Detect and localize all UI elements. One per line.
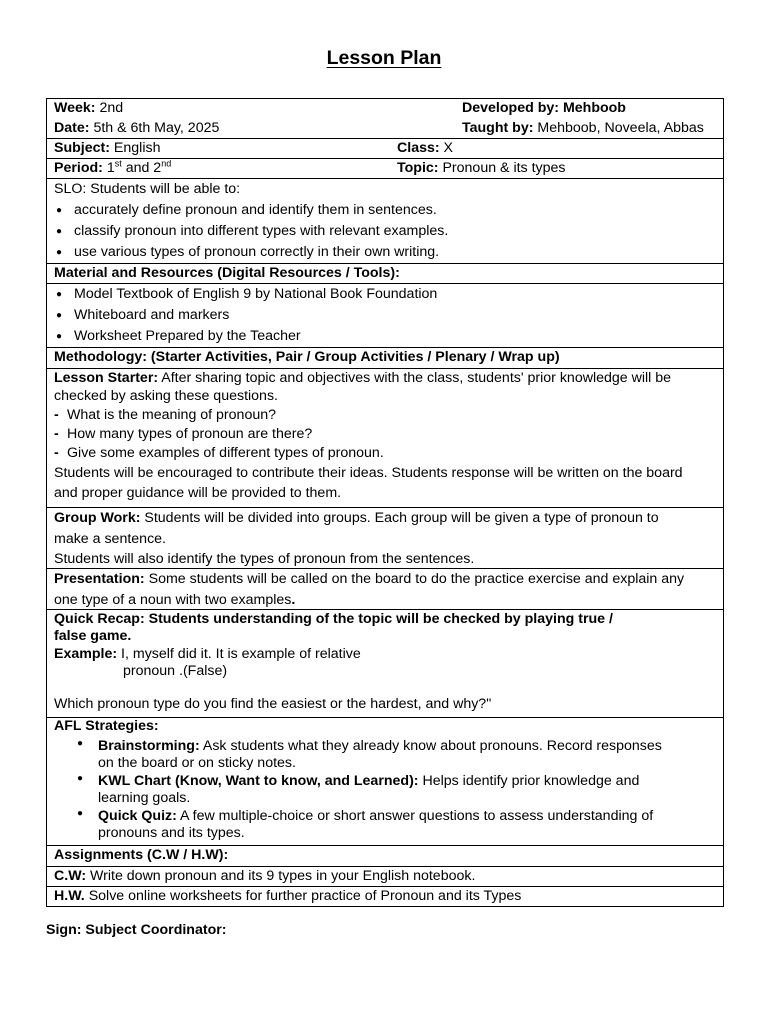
recap-example: Example: I, myself did it. It is example of relative (54, 645, 361, 662)
taught-by-field: Taught by: Mehboob, Noveela, Abbas (462, 120, 704, 136)
recap-line: false game. (54, 628, 132, 644)
sign-subject-coordinator: Sign: Subject Coordinator: (46, 922, 227, 938)
starter-question: - What is the meaning of pronoun? (47, 406, 723, 425)
materials-heading: Material and Resources (Digital Resources / Tools): (46, 264, 724, 284)
group-work-line: make a sentence. (54, 530, 166, 547)
group-work-section (46, 508, 724, 569)
starter-question: - How many types of pronoun are there? (47, 425, 723, 444)
class-field: Class: X (397, 140, 454, 156)
afl-item: ● Quick Quiz: A few multiple-choice or short answer questions to assess understanding of pronouns and its types. (47, 808, 723, 843)
developed-by-field: Developed by: Mehboob (462, 100, 626, 116)
recap-question: Which pronoun type do you find the easiest or the hardest, and why?" (54, 696, 492, 712)
week-date-section (46, 98, 724, 139)
classwork-row (46, 867, 724, 887)
starter-line: and proper guidance will be provided to them. (54, 485, 342, 501)
lesson-starter-section (46, 369, 724, 508)
slo-section (46, 179, 724, 264)
page-title: Lesson Plan (326, 47, 442, 69)
week-field: Week: 2nd (54, 100, 124, 116)
homework-row (46, 887, 724, 907)
afl-item: ● Brainstorming: Ask students what they already know about pronouns. Record responses on the board or on sticky notes. (47, 738, 723, 773)
topic-field: Topic: Pronoun & its types (397, 160, 566, 176)
assignments-heading: Assignments (C.W / H.W): (46, 846, 724, 867)
afl-section (46, 718, 724, 846)
material-item: ● Whiteboard and markers (47, 305, 723, 326)
slo-item: ● accurately define pronoun and identify them in sentences. (47, 200, 723, 221)
group-work-line: Group Work: Students will be divided into groups. Each group will be given a type of pronoun to (54, 510, 659, 526)
lesson-plan-table (46, 98, 724, 907)
starter-line: Lesson Starter: After sharing topic and objectives with the class, students' prior knowledge will be (54, 370, 672, 386)
material-item: ● Model Textbook of English 9 by National Book Foundation (47, 284, 723, 305)
methodology-heading: Methodology: (Starter Activities, Pair / Group Activities / Plenary / Wrap up) (46, 348, 724, 369)
quick-recap-section (46, 610, 724, 718)
subject-class-row (46, 139, 724, 159)
presentation-section (46, 569, 724, 610)
presentation-line: Presentation: Some students will be called on the board to do the practice exercise and explain any (54, 571, 685, 587)
materials-list (46, 284, 724, 348)
homework-text: H.W. Solve online worksheets for further practice of Pronoun and its Types (54, 888, 522, 904)
afl-heading: AFL Strategies: (54, 718, 159, 734)
period-field: Period: 1st and 2nd (54, 158, 172, 176)
slo-intro: SLO: Students will be able to: (54, 181, 241, 197)
period-topic-row (46, 159, 724, 179)
subject-field: Subject: English (54, 140, 161, 156)
date-field: Date: 5th & 6th May, 2025 (54, 120, 220, 136)
group-work-line: Students will also identify the types of pronoun from the sentences. (54, 551, 475, 567)
starter-line: checked by asking these questions. (54, 388, 278, 404)
slo-item: ● classify pronoun into different types with relevant examples. (47, 221, 723, 242)
starter-line: Students will be encouraged to contribute their ideas. Students response will be written on the board (54, 464, 683, 481)
presentation-line: one type of a noun with two examples. (54, 591, 296, 608)
afl-item: ● KWL Chart (Know, Want to know, and Learned): Helps identify prior knowledge and learning goals. (47, 773, 723, 808)
recap-example-cont: pronoun .(False) (123, 663, 228, 679)
recap-line: Quick Recap: Students understanding of the topic will be checked by playing true / (54, 611, 613, 627)
classwork-text: C.W: Write down pronoun and its 9 types in your English notebook. (54, 868, 476, 884)
starter-question: - Give some examples of different types of pronoun. (47, 444, 723, 463)
material-item: ● Worksheet Prepared by the Teacher (47, 326, 723, 347)
slo-item: ● use various types of pronoun correctly in their own writing. (47, 242, 723, 263)
